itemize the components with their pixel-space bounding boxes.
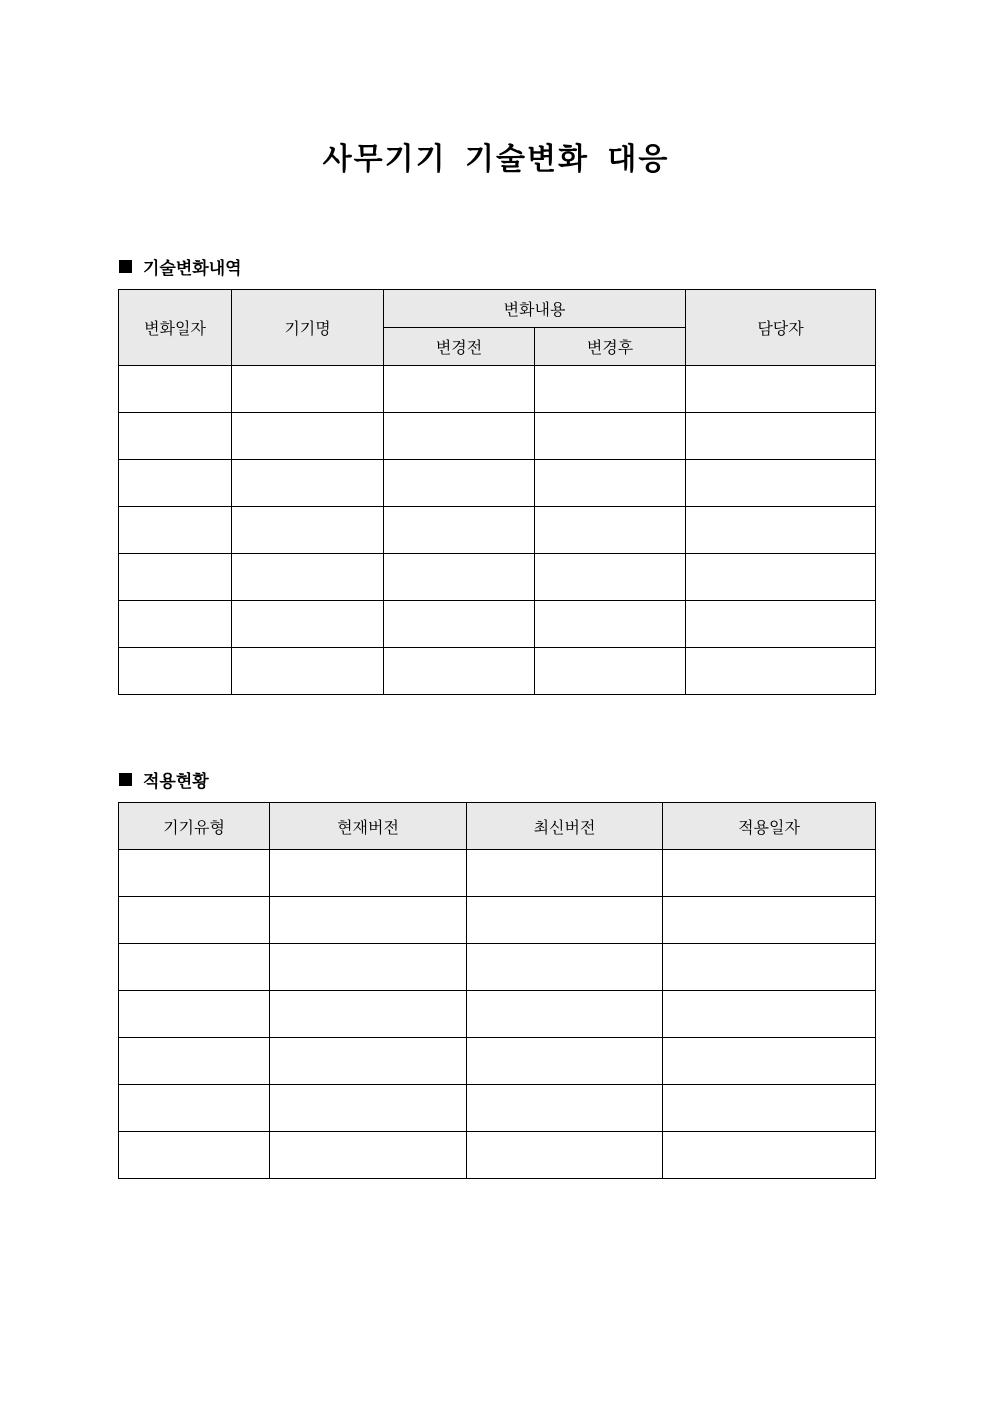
table-row — [119, 850, 876, 897]
table-row — [119, 1038, 876, 1085]
cell-device[interactable] — [232, 648, 384, 695]
cell-current-version[interactable] — [270, 897, 467, 944]
header-change-content: 변화내용 — [384, 290, 686, 328]
header-current-version: 현재버전 — [270, 803, 467, 850]
cell-latest-version[interactable] — [467, 897, 663, 944]
cell-after[interactable] — [535, 554, 686, 601]
table-row — [119, 944, 876, 991]
header-device-name: 기기명 — [232, 290, 384, 366]
cell-manager[interactable] — [686, 507, 876, 554]
header-after: 변경후 — [535, 328, 686, 366]
header-device-type: 기기유형 — [119, 803, 270, 850]
section-heading-label: 적용현황 — [143, 772, 209, 792]
square-bullet-icon — [119, 773, 132, 786]
table-row — [119, 897, 876, 944]
table-row — [119, 413, 876, 460]
cell-current-version[interactable] — [270, 944, 467, 991]
cell-after[interactable] — [535, 366, 686, 413]
cell-device[interactable] — [232, 554, 384, 601]
cell-after[interactable] — [535, 413, 686, 460]
cell-after[interactable] — [535, 648, 686, 695]
cell-applied-date[interactable] — [663, 1038, 876, 1085]
cell-manager[interactable] — [686, 648, 876, 695]
cell-latest-version[interactable] — [467, 944, 663, 991]
cell-device-type[interactable] — [119, 991, 270, 1038]
cell-device[interactable] — [232, 507, 384, 554]
cell-before[interactable] — [384, 460, 535, 507]
cell-manager[interactable] — [686, 413, 876, 460]
table-row — [119, 601, 876, 648]
cell-after[interactable] — [535, 507, 686, 554]
cell-current-version[interactable] — [270, 850, 467, 897]
cell-applied-date[interactable] — [663, 1132, 876, 1179]
table-row — [119, 507, 876, 554]
cell-manager[interactable] — [686, 366, 876, 413]
cell-after[interactable] — [535, 460, 686, 507]
cell-applied-date[interactable] — [663, 991, 876, 1038]
table-row — [119, 648, 876, 695]
cell-device-type[interactable] — [119, 850, 270, 897]
section-heading-application-status — [119, 767, 209, 792]
cell-device-type[interactable] — [119, 1085, 270, 1132]
cell-manager[interactable] — [686, 554, 876, 601]
cell-applied-date[interactable] — [663, 850, 876, 897]
cell-latest-version[interactable] — [467, 850, 663, 897]
table-row — [119, 460, 876, 507]
cell-current-version[interactable] — [270, 1132, 467, 1179]
tech-change-table — [118, 289, 876, 695]
cell-latest-version[interactable] — [467, 1085, 663, 1132]
header-before: 변경전 — [384, 328, 535, 366]
cell-device-type[interactable] — [119, 1038, 270, 1085]
cell-current-version[interactable] — [270, 991, 467, 1038]
header-manager: 담당자 — [686, 290, 876, 366]
cell-date[interactable] — [119, 460, 232, 507]
cell-manager[interactable] — [686, 460, 876, 507]
cell-device[interactable] — [232, 601, 384, 648]
cell-applied-date[interactable] — [663, 944, 876, 991]
square-bullet-icon — [119, 260, 132, 273]
cell-current-version[interactable] — [270, 1085, 467, 1132]
cell-latest-version[interactable] — [467, 991, 663, 1038]
header-applied-date: 적용일자 — [663, 803, 876, 850]
table-row — [119, 1132, 876, 1179]
cell-manager[interactable] — [686, 601, 876, 648]
cell-device[interactable] — [232, 413, 384, 460]
cell-latest-version[interactable] — [467, 1038, 663, 1085]
table-row — [119, 1085, 876, 1132]
cell-latest-version[interactable] — [467, 1132, 663, 1179]
cell-date[interactable] — [119, 554, 232, 601]
table-row — [119, 991, 876, 1038]
cell-date[interactable] — [119, 366, 232, 413]
cell-after[interactable] — [535, 601, 686, 648]
cell-device[interactable] — [232, 366, 384, 413]
cell-date[interactable] — [119, 507, 232, 554]
cell-device-type[interactable] — [119, 1132, 270, 1179]
table-row — [119, 554, 876, 601]
application-status-table — [118, 802, 876, 1179]
cell-before[interactable] — [384, 554, 535, 601]
header-latest-version: 최신버전 — [467, 803, 663, 850]
cell-date[interactable] — [119, 648, 232, 695]
cell-before[interactable] — [384, 413, 535, 460]
cell-device-type[interactable] — [119, 944, 270, 991]
cell-date[interactable] — [119, 413, 232, 460]
section-heading-tech-changes — [119, 254, 242, 279]
header-change-date: 변화일자 — [119, 290, 232, 366]
cell-before[interactable] — [384, 366, 535, 413]
cell-device-type[interactable] — [119, 897, 270, 944]
cell-before[interactable] — [384, 648, 535, 695]
section-heading-label: 기술변화내역 — [143, 259, 242, 279]
cell-before[interactable] — [384, 507, 535, 554]
page-title: 사무기기 기술변화 대응 — [322, 142, 670, 177]
cell-current-version[interactable] — [270, 1038, 467, 1085]
cell-applied-date[interactable] — [663, 1085, 876, 1132]
cell-device[interactable] — [232, 460, 384, 507]
table-row — [119, 366, 876, 413]
cell-applied-date[interactable] — [663, 897, 876, 944]
cell-before[interactable] — [384, 601, 535, 648]
cell-date[interactable] — [119, 601, 232, 648]
